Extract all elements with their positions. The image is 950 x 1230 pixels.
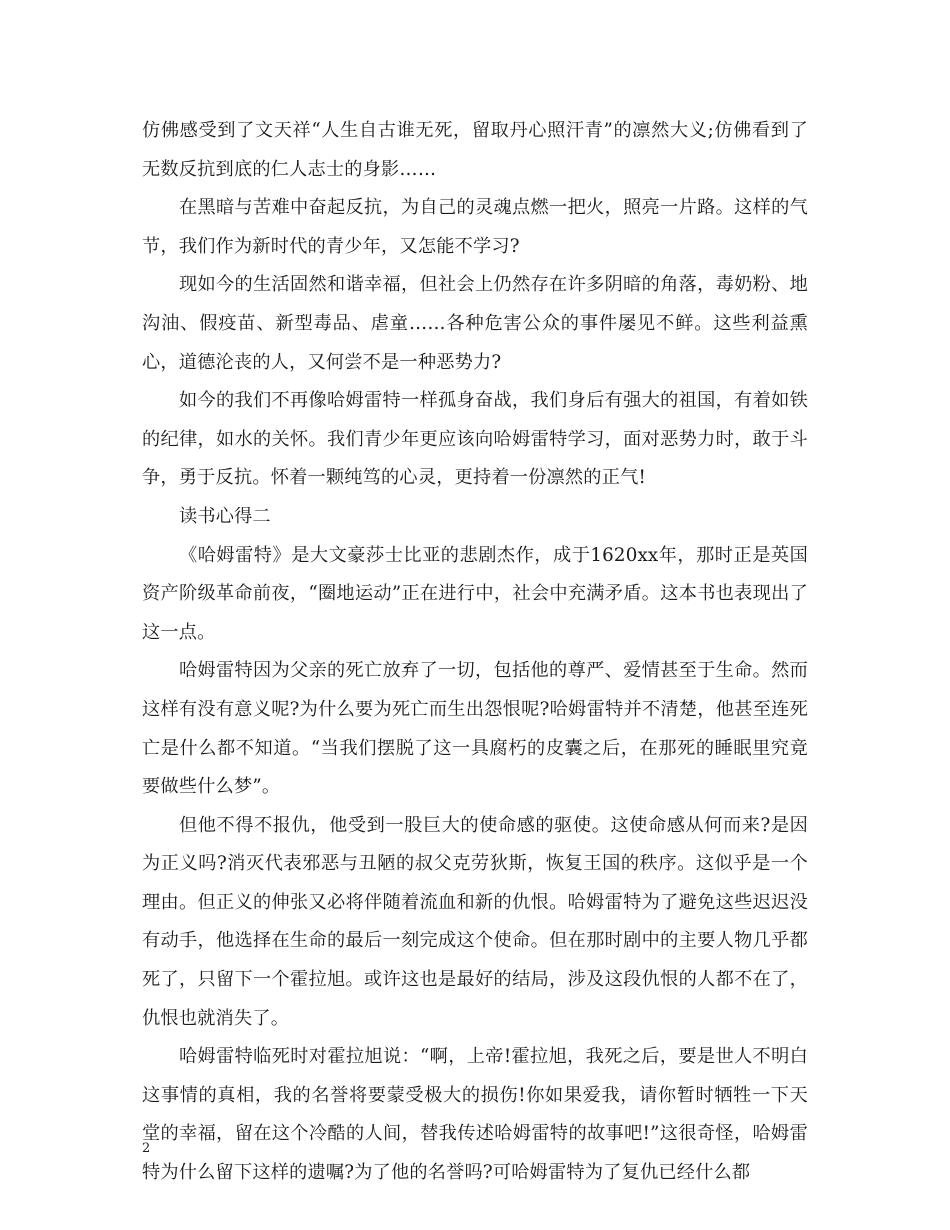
paragraph: 如今的我们不再像哈姆雷特一样孤身奋战，我们身后有强大的祖国，有着如铁的纪律，如水的关怀。我们青少年更应该向哈姆雷特学习，面对恶势力时，敢于斗争，勇于反抗。怀着一颗纯笃的心灵，更持着一份凛然的正气! (142, 390, 808, 489)
paragraph: 现如今的生活固然和谐幸福，但社会上仍然存在许多阴暗的角落，毒奶粉、地沟油、假疫苗、新型毒品、虐童……各种危害公众的事件屡见不鲜。这些利益熏心，道德沦丧的人，又何尝不是一种恶势力? (142, 274, 808, 373)
page-number: 2 (142, 1141, 151, 1156)
body-text (142, 112, 808, 1193)
paragraph-continuation: 仿佛感受到了文天祥“人生自古谁无死，留取丹心照汗青”的凛然大义;仿佛看到了无数反抗到底的仁人志士的身影…… (142, 120, 808, 180)
paragraph: 《哈姆雷特》是大文豪莎士比亚的悲剧杰作，成于1620xx年，那时正是英国资产阶级革命前夜，“圈地运动”正在进行中，社会中充满矛盾。这本书也表现出了这一点。 (142, 544, 808, 643)
paragraph: 哈姆雷特临死时对霍拉旭说：“啊，上帝!霍拉旭，我死之后，要是世人不明白这事情的真相，我的名誉将要蒙受极大的损伤!你如果爱我，请你暂时牺牲一下天堂的幸福，留在这个冷酷的人间，替我传述哈姆雷特的故事吧!”这很奇怪，哈姆雷特为什么留下这样的遗嘱?为了他的名誉吗?可哈姆雷特为了复仇已经什么都 (142, 1046, 808, 1184)
paragraph: 但他不得不报仇，他受到一股巨大的使命感的驱使。这使命感从何而来?是因为正义吗?消灭代表邪恶与丑陋的叔父克劳狄斯，恢复王国的秩序。这似乎是一个理由。但正义的伸张又必将伴随着流血和新的仇恨。哈姆雷特为了避免这些迟迟没有动手，他选择在生命的最后一刻完成这个使命。但在那时剧中的主要人物几乎都死了，只留下一个霍拉旭。或许这也是最好的结局，涉及这段仇恨的人都不在了，仇恨也就消失了。 (142, 814, 808, 1029)
paragraph: 在黑暗与苦难中奋起反抗，为自己的灵魂点燃一把火，照亮一片路。这样的气节，我们作为新时代的青少年，又怎能不学习? (142, 197, 808, 257)
section-heading: 读书心得二 (179, 505, 271, 527)
paragraph: 哈姆雷特因为父亲的死亡放弃了一切，包括他的尊严、爱情甚至于生命。然而这样有没有意义呢?为什么要为死亡而生出怨恨呢?哈姆雷特并不清楚，他甚至连死亡是什么都不知道。“当我们摆脱了这一具腐朽的皮囊之后，在那死的睡眠里究竟要做些什么梦”。 (142, 660, 808, 798)
